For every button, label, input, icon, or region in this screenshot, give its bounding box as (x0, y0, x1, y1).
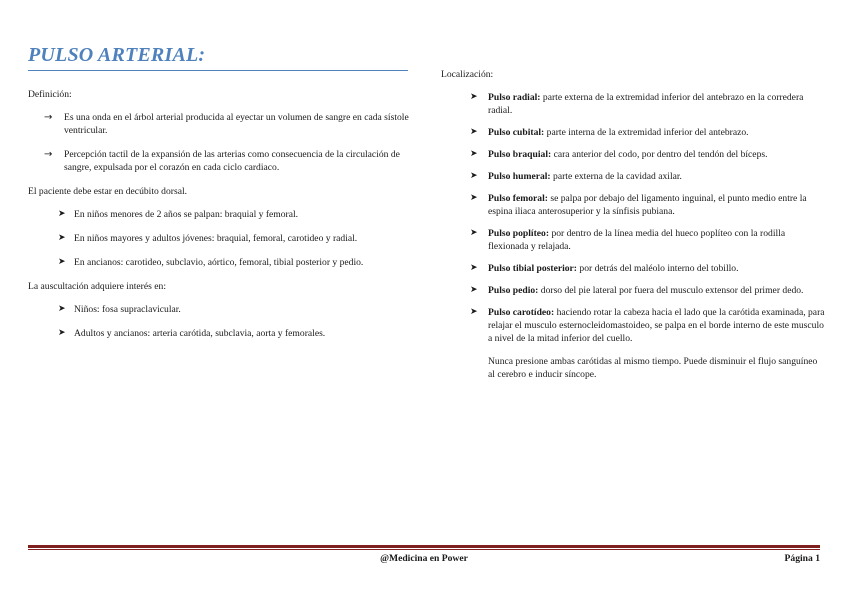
page-number: Página 1 (784, 553, 820, 564)
pulse-term: Pulso tibial posterior: (488, 263, 578, 274)
chevron-bullet-icon: ➤ (470, 228, 478, 238)
pulse-term: Pulso radial: (488, 92, 541, 103)
list-item (28, 327, 418, 340)
paciente-label: El paciente debe estar en decúbito dorsal. (28, 186, 188, 197)
auscultacion-list (28, 303, 418, 340)
left-column (28, 88, 418, 351)
pulse-description: parte interna de la extremidad inferior del antebrazo. (544, 127, 749, 138)
definicion-label: Definición: (28, 89, 72, 100)
pulse-description: parte externa de la extremidad inferior del antebrazo en la corredera radial. (488, 92, 804, 116)
footer-divider (28, 545, 820, 548)
pulse-term: Pulso carotídeo: (488, 307, 555, 318)
list-item (441, 306, 826, 345)
pulse-description: por detrás del maléolo interno del tobillo. (577, 263, 739, 274)
chevron-bullet-icon: ➤ (58, 328, 66, 338)
list-item-text: Es una onda en el árbol arterial producida al eyectar un volumen de sangre en cada sístole ventricular. (64, 112, 409, 136)
list-item (28, 208, 418, 221)
list-item (441, 227, 826, 253)
pulse-term: Pulso femoral: (488, 193, 548, 204)
footer-divider-thin (28, 549, 820, 550)
list-item-text: En niños menores de 2 años se palpan: braquial y femoral. (74, 209, 299, 220)
chevron-bullet-icon: ➤ (470, 307, 478, 317)
pulse-term: Pulso pedio: (488, 285, 539, 296)
carotid-warning-note: Nunca presione ambas carótidas al mismo tiempo. Puede disminuir el flujo sanguíneo al cerebro e inducir síncope. (488, 356, 818, 380)
list-item-text: Niños: fosa supraclavicular. (74, 304, 181, 315)
chevron-bullet-icon: ➤ (470, 92, 478, 102)
chevron-bullet-icon: ➤ (58, 257, 66, 267)
pulse-description: por dentro de la línea media del hueco poplíteo con la rodilla flexionada y relajada. (488, 228, 786, 252)
chevron-bullet-icon: ➤ (470, 149, 478, 159)
list-item (28, 303, 418, 316)
list-item (441, 126, 826, 139)
list-item (441, 262, 826, 275)
localizacion-label: Localización: (441, 69, 494, 80)
list-item (441, 148, 826, 161)
chevron-bullet-icon: ➤ (470, 193, 478, 203)
page-title: PULSO ARTERIAL: (28, 44, 206, 66)
list-item (441, 170, 826, 183)
right-column (441, 68, 826, 381)
auscultacion-label: La auscultación adquiere interés en: (28, 281, 166, 292)
pulse-description: dorso del pie lateral por fuera del musculo extensor del primer dedo. (538, 285, 804, 296)
title-underline (28, 70, 408, 71)
chevron-bullet-icon: ➤ (470, 127, 478, 137)
list-item (28, 148, 418, 174)
list-item (28, 232, 418, 245)
localizacion-list (441, 91, 826, 345)
chevron-bullet-icon: ➤ (58, 233, 66, 243)
list-item-text: Percepción tactil de la expansión de las arterias como consecuencia de la circulación de sangre, expulsada por el corazón en cada ciclo cardiaco. (64, 149, 400, 173)
list-item-text: En ancianos: carotideo, subclavio, aórtico, femoral, tibial posterior y pedio. (74, 257, 364, 268)
footer-credit: @Medicina en Power (380, 553, 468, 564)
chevron-bullet-icon: ➤ (470, 171, 478, 181)
pulse-term: Pulso humeral: (488, 171, 551, 182)
chevron-bullet-icon: ➤ (58, 304, 66, 314)
pulse-term: Pulso braquial: (488, 149, 552, 160)
right-arrow-icon: → (44, 112, 53, 123)
chevron-bullet-icon: ➤ (470, 263, 478, 273)
list-item-text: Adultos y ancianos: arteria carótida, subclavia, aorta y femorales. (74, 328, 326, 339)
list-item (441, 91, 826, 117)
chevron-bullet-icon: ➤ (470, 285, 478, 295)
paciente-list (28, 208, 418, 269)
definicion-list (28, 111, 418, 174)
pulse-term: Pulso cubital: (488, 127, 545, 138)
chevron-bullet-icon: ➤ (58, 209, 66, 219)
pulse-description: parte externa de la cavidad axilar. (550, 171, 682, 182)
list-item (28, 111, 418, 137)
list-item (28, 256, 418, 269)
list-item (441, 192, 826, 218)
right-arrow-icon: → (44, 149, 53, 160)
pulse-description: cara anterior del codo, por dentro del tendón del bíceps. (551, 149, 768, 160)
list-item (441, 284, 826, 297)
pulse-description: haciendo rotar la cabeza hacia el lado que la carótida examinada, para relajar el musculo esternocleidomastoideo, se palpa en el borde interno de este musculo a nivel de la mitad inferior del cuello. (488, 307, 825, 344)
list-item-text: En niños mayores y adultos jóvenes: braquial, femoral, carotideo y radial. (74, 233, 358, 244)
pulse-term: Pulso poplíteo: (488, 228, 550, 239)
pulse-description: se palpa por debajo del ligamento inguinal, el punto medio entre la espina iliaca anterosuperior y la sínfisis pubiana. (488, 193, 807, 217)
